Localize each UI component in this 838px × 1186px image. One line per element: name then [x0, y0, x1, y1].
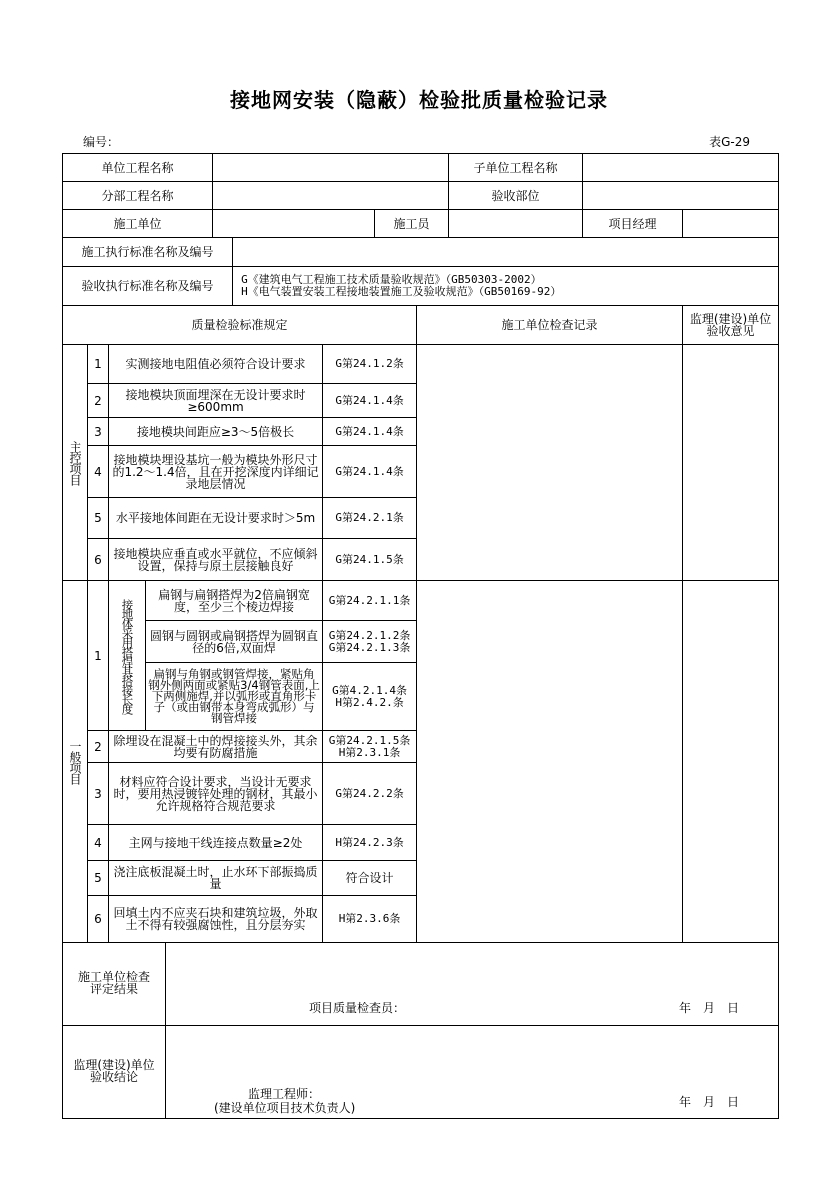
code-label: 编号：: [83, 135, 120, 149]
item-no: 1: [88, 581, 109, 731]
constructor-field[interactable]: [449, 210, 583, 238]
item-no: 2: [88, 731, 109, 763]
item-ref: G第24.1.2条: [323, 345, 417, 384]
main-items-label: 主控项目: [63, 345, 88, 581]
item-desc: 除埋设在混凝土中的焊接接头外，其余均要有防腐措施: [109, 731, 323, 763]
ref-line: H第2.4.2.条: [335, 695, 404, 709]
item-no: 5: [88, 498, 109, 539]
item-ref: G第24.2.1条: [323, 498, 417, 539]
main-record-field[interactable]: [417, 345, 683, 581]
sub-unit-project-label: 子单位工程名称: [449, 154, 583, 182]
contractor-result-label: [63, 943, 166, 1026]
item-ref: [323, 621, 417, 663]
inspection-table: [62, 153, 779, 1119]
project-manager-field[interactable]: [683, 210, 779, 238]
item-ref: [323, 731, 417, 763]
item-no: 3: [88, 763, 109, 825]
record-header: 施工单位检查记录: [417, 306, 683, 345]
item-desc: 回填土内不应夹石块和建筑垃圾，外取土不得有较强腐蚀性，且分层夯实: [109, 896, 323, 943]
main-opinion-field[interactable]: [683, 345, 779, 581]
item-desc: 接地模块埋设基坑一般为模块外形尺寸的1.2～1.4倍，且在开挖深度内详细记录地层情况: [109, 446, 323, 498]
item-ref: [323, 663, 417, 731]
label-line: 评定结果: [89, 982, 138, 996]
form-number: 表G-29: [709, 135, 750, 149]
item-ref: G第24.2.1.1条: [323, 581, 417, 621]
division-project-field[interactable]: [213, 182, 449, 210]
item-no: 2: [88, 384, 109, 418]
item-no: 5: [88, 861, 109, 896]
standard-h: H《电气装置安装工程接地装置施工及验收规范》（GB50169-92）: [241, 285, 562, 298]
construction-standard-label: 施工执行标准名称及编号: [63, 238, 233, 267]
item-ref: H第2.3.6条: [323, 896, 417, 943]
item-no: 6: [88, 896, 109, 943]
ref-line: G第24.2.1.3条: [328, 640, 411, 654]
item-desc: 接地模块顶面埋深在无设计要求时≥600mm: [109, 384, 323, 418]
ref-line: H第2.3.1条: [338, 745, 401, 759]
date-label: 年 月 日: [679, 1001, 740, 1015]
project-manager-label: 项目经理: [583, 210, 683, 238]
contractor-field[interactable]: [213, 210, 375, 238]
division-project-label: 分部工程名称: [63, 182, 213, 210]
date-label: 年 月 日: [679, 1095, 740, 1109]
general-opinion-field[interactable]: [683, 581, 779, 943]
item-desc: 接地模块应垂直或水平就位，不应倾斜设置，保持与原土层接触良好: [109, 539, 323, 581]
page-title: 接地网安装（隐蔽）检验批质量检验记录: [230, 88, 608, 112]
item-desc: 实测接地电阻值必须符合设计要求: [109, 345, 323, 384]
item-ref: 符合设计: [323, 861, 417, 896]
item-desc: 扁钢与角钢或钢管焊接，紧贴角钢外侧两面或紧贴3/4钢管表面,上下两侧施焊,并以弧形或直角形卡子（或由钢带本身弯成弧形）与钢管焊接: [146, 663, 323, 731]
item-no: 4: [88, 825, 109, 861]
general-items-label: 一般项目: [63, 581, 88, 943]
label-line: 监理(建设)单位: [73, 1058, 155, 1072]
contractor-result-field[interactable]: [166, 943, 779, 1026]
item-ref: G第24.1.4条: [323, 384, 417, 418]
item-ref: G第24.1.5条: [323, 539, 417, 581]
item-ref: G第24.2.2条: [323, 763, 417, 825]
constructor-label: 施工员: [375, 210, 449, 238]
opinion-header: 监理(建设)单位验收意见: [683, 306, 779, 345]
item-desc: 水平接地体间距在无设计要求时＞5m: [109, 498, 323, 539]
contractor-label: 施工单位: [63, 210, 213, 238]
item-no: 6: [88, 539, 109, 581]
ref-line: G第4.2.1.4条: [332, 683, 408, 697]
spec-header: 质量检验标准规定: [63, 306, 417, 345]
item-desc: 材料应符合设计要求，当设计无要求时，要用热浸镀锌处理的钢材，其最小允许规格符合规范要求: [109, 763, 323, 825]
engineer-note: (建设单位项目技术负责人): [214, 1101, 356, 1115]
acceptance-part-label: 验收部位: [449, 182, 583, 210]
item-ref: H第24.2.3条: [323, 825, 417, 861]
item-sub-label: 接地体采用搭焊其搭接长度: [109, 581, 146, 731]
item-ref: G第24.1.4条: [323, 418, 417, 446]
sub-unit-project-field[interactable]: [583, 154, 779, 182]
supervisor-conclusion-field[interactable]: [166, 1026, 779, 1119]
item-ref: G第24.1.4条: [323, 446, 417, 498]
unit-project-label: 单位工程名称: [63, 154, 213, 182]
inspector-label: 项目质量检查员：: [309, 1001, 406, 1015]
supervisor-conclusion-label: [63, 1026, 166, 1119]
label-line: 施工单位检查: [77, 970, 150, 984]
standard-g: G《建筑电气工程施工技术质量验收规范》（GB50303-2002）: [241, 273, 542, 286]
acceptance-standard-value: [233, 267, 779, 306]
item-no: 3: [88, 418, 109, 446]
item-no: 1: [88, 345, 109, 384]
acceptance-standard-label: 验收执行标准名称及编号: [63, 267, 233, 306]
unit-project-field[interactable]: [213, 154, 449, 182]
ref-line: G第24.2.1.5条: [328, 733, 411, 747]
item-desc: 接地模块间距应≥3～5倍极长: [109, 418, 323, 446]
general-record-field[interactable]: [417, 581, 683, 943]
construction-standard-field[interactable]: [233, 238, 779, 267]
engineer-label: 监理工程师：: [248, 1087, 321, 1101]
item-desc: 圆钢与圆钢或扁钢搭焊为圆钢直径的6倍,双面焊: [146, 621, 323, 663]
acceptance-part-field[interactable]: [583, 182, 779, 210]
ref-line: G第24.2.1.2条: [328, 628, 411, 642]
item-desc: 浇注底板混凝土时，止水环下部振捣质量: [109, 861, 323, 896]
item-no: 4: [88, 446, 109, 498]
label-line: 验收结论: [89, 1070, 138, 1084]
item-desc: 扁钢与扁钢搭焊为2倍扁钢宽度，至少三个棱边焊接: [146, 581, 323, 621]
item-desc: 主网与接地干线连接点数量≥2处: [109, 825, 323, 861]
